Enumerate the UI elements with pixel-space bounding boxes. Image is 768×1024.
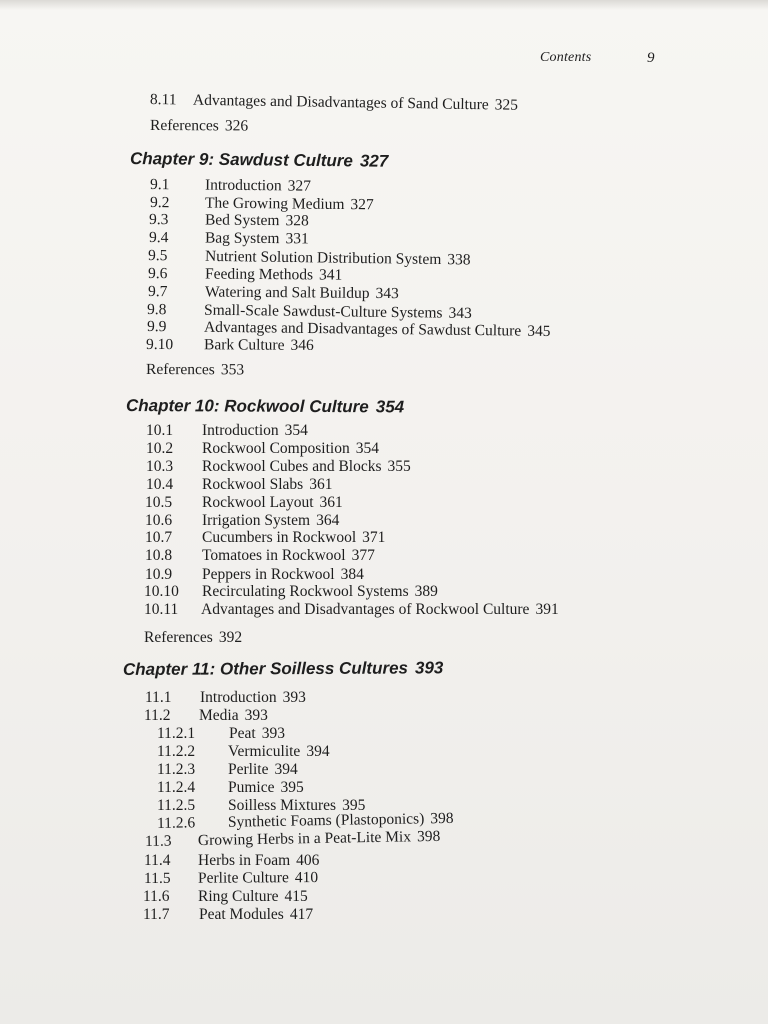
section-title: Advantages and Disadvantages of Rockwool Culture	[201, 601, 530, 618]
section-number: 9.6	[147, 265, 168, 283]
section-title: Bark Culture	[203, 336, 285, 354]
chapter-heading	[123, 658, 443, 680]
toc-entry	[146, 440, 379, 458]
section-title: Soilless Mixtures	[228, 797, 337, 814]
toc-entry	[157, 761, 298, 779]
section-page: 415	[284, 888, 308, 905]
section-number: 9.5	[147, 247, 168, 265]
section-title: Rockwool Cubes and Blocks	[202, 458, 382, 475]
section-title: Watering and Salt Buildup	[204, 283, 370, 302]
section-number: 11.2.6	[156, 814, 196, 832]
section-number: 11.2.4	[157, 779, 196, 796]
toc-entry	[144, 601, 559, 619]
section-page: 384	[340, 566, 364, 583]
section-number: 9.4	[148, 229, 169, 247]
section-page: 354	[284, 422, 308, 439]
section-number: 8.11	[149, 91, 177, 109]
toc-entry	[150, 176, 311, 196]
section-page: 395	[342, 797, 366, 814]
references-line	[150, 117, 248, 136]
section-title: Small-Scale Sawdust-Culture Systems	[203, 301, 443, 322]
references-line	[146, 361, 244, 379]
section-page: 398	[416, 827, 441, 846]
section-page: 343	[448, 304, 472, 322]
section-title: Rockwool Layout	[202, 494, 314, 511]
section-title: Feeding Methods	[204, 265, 314, 284]
section-title: Ring Culture	[198, 888, 279, 905]
section-page: 391	[535, 601, 559, 618]
section-number: 10.7	[145, 529, 173, 546]
section-title: Rockwool Composition	[202, 440, 350, 457]
toc-entry	[144, 583, 438, 601]
section-title: Advantages and Disadvantages of Sand Culture	[192, 91, 489, 114]
section-title: Pumice	[228, 779, 275, 796]
section-number: 9.3	[148, 211, 169, 229]
references-line	[144, 629, 242, 647]
section-page: 364	[316, 512, 340, 529]
section-title: Peat	[229, 725, 256, 742]
references-label: References	[145, 361, 215, 379]
chapter-page: 393	[414, 658, 444, 678]
toc-entry	[143, 888, 308, 906]
section-page: 327	[350, 196, 374, 214]
section-title: Advantages and Disadvantages of Sawdust Culture	[203, 318, 522, 340]
chapter-title: Chapter 11: Other Soilless Cultures	[122, 658, 409, 679]
section-page: 377	[351, 547, 375, 564]
toc-entry	[145, 529, 385, 547]
toc-entry	[145, 689, 306, 707]
section-page: 393	[282, 689, 306, 706]
toc-entry	[145, 566, 364, 584]
section-page: 394	[274, 761, 298, 778]
section-title: Introduction	[204, 176, 282, 195]
section-number: 10.6	[145, 512, 173, 529]
page-number: 9	[647, 50, 655, 66]
section-page: 410	[294, 869, 319, 887]
toc-entry	[149, 211, 309, 230]
section-number: 10.2	[146, 440, 174, 457]
section-title: Herbs in Foam	[198, 852, 291, 869]
section-title: Media	[199, 707, 239, 724]
toc-entry	[145, 828, 441, 851]
running-head: Contents	[540, 50, 592, 65]
section-page: 361	[309, 476, 333, 493]
section-page: 328	[285, 212, 309, 230]
section-title: Irrigation System	[202, 512, 311, 529]
references-page: 326	[224, 117, 249, 135]
section-number: 11.2.1	[157, 725, 196, 742]
toc-entry	[149, 229, 309, 248]
section-number: 10.9	[145, 566, 173, 583]
section-title: Cucumbers in Rockwool	[202, 529, 357, 546]
section-number: 11.7	[143, 906, 170, 923]
chapter-title: Chapter 10: Rockwool Culture	[125, 396, 369, 417]
section-page: 343	[375, 284, 399, 303]
section-page: 395	[280, 779, 304, 796]
section-title: Growing Herbs in a Peat-Lite Mix	[197, 828, 412, 850]
section-page: 331	[285, 230, 309, 248]
section-page: 354	[355, 440, 379, 457]
section-title: Peat Modules	[199, 906, 284, 923]
section-page: 417	[289, 906, 314, 923]
section-number: 11.5	[143, 869, 171, 887]
toc-entry	[157, 779, 304, 797]
section-number: 11.1	[145, 689, 172, 706]
references-page: 353	[220, 361, 245, 379]
toc-entry	[145, 494, 343, 512]
toc-entry	[145, 547, 375, 565]
section-number: 10.11	[144, 601, 179, 618]
toc-entry	[148, 265, 342, 285]
chapter-heading	[130, 149, 388, 172]
section-page: 338	[447, 251, 471, 269]
section-number: 9.2	[149, 194, 170, 212]
chapter-title: Chapter 9: Sawdust Culture	[129, 149, 354, 171]
section-title: Bed System	[204, 211, 280, 230]
toc-entry	[148, 283, 399, 303]
section-title: Vermiculite	[228, 743, 301, 760]
section-page: 355	[387, 458, 411, 475]
section-title: Introduction	[200, 689, 277, 706]
references-page: 392	[218, 629, 243, 646]
section-number: 9.7	[147, 283, 168, 301]
section-page: 389	[414, 583, 438, 600]
toc-entry	[145, 512, 339, 530]
section-number: 11.3	[144, 832, 172, 850]
section-number: 10.10	[144, 583, 179, 600]
section-page: 406	[296, 852, 320, 869]
section-number: 10.3	[146, 458, 174, 475]
section-number: 10.5	[145, 494, 173, 511]
section-number: 11.2.3	[157, 761, 196, 778]
toc-entry	[150, 91, 518, 115]
section-number: 11.4	[144, 852, 171, 869]
section-title: Introduction	[202, 422, 279, 439]
section-title: Bag System	[204, 229, 280, 248]
section-number: 10.1	[146, 422, 174, 439]
toc-entry	[157, 743, 330, 761]
section-page: 327	[287, 177, 311, 195]
toc-entry	[146, 422, 308, 440]
section-page: 393	[244, 707, 268, 724]
references-label: References	[144, 629, 213, 646]
section-number: 10.4	[146, 476, 174, 493]
section-number: 9.1	[149, 176, 170, 194]
chapter-page: 354	[375, 397, 405, 417]
section-title: Recirculating Rockwool Systems	[202, 583, 409, 600]
toc-entry	[144, 707, 268, 725]
section-title: Perlite Culture	[197, 869, 289, 887]
references-label: References	[149, 117, 219, 135]
section-number: 9.10	[145, 336, 174, 354]
section-page: 345	[527, 322, 551, 340]
section-title: Perlite	[228, 761, 269, 778]
section-title: The Growing Medium	[204, 194, 345, 214]
section-page: 393	[261, 725, 285, 742]
section-page: 325	[494, 96, 519, 114]
section-page: 346	[290, 336, 314, 354]
section-number: 11.2.5	[157, 797, 196, 814]
section-page: 341	[318, 266, 343, 284]
section-page: 398	[430, 809, 454, 828]
section-number: 9.9	[146, 318, 167, 336]
chapter-heading	[126, 396, 404, 417]
toc-entry	[144, 852, 319, 870]
section-title: Peppers in Rockwool	[202, 566, 335, 583]
toc-entry	[146, 458, 411, 476]
section-title: Tomatoes in Rockwool	[202, 547, 346, 564]
section-title: Rockwool Slabs	[202, 476, 304, 493]
page-top-shadow	[0, 0, 768, 10]
toc-entry	[143, 906, 313, 924]
section-title: Nutrient Solution Distribution System	[204, 247, 442, 269]
section-number: 10.8	[145, 547, 173, 564]
section-number: 9.8	[146, 301, 167, 319]
section-page: 371	[362, 529, 386, 546]
toc-entry	[146, 336, 314, 355]
section-title: Synthetic Foams (Plastoponics)	[227, 810, 425, 831]
toc-entry	[157, 725, 285, 743]
section-page: 394	[306, 743, 330, 760]
toc-entry	[144, 869, 318, 888]
section-page: 361	[319, 494, 343, 511]
section-number: 11.6	[143, 888, 170, 905]
section-number: 11.2	[144, 707, 171, 724]
chapter-page: 327	[359, 151, 389, 171]
toc-entry	[146, 476, 332, 494]
section-number: 11.2.2	[157, 743, 196, 760]
